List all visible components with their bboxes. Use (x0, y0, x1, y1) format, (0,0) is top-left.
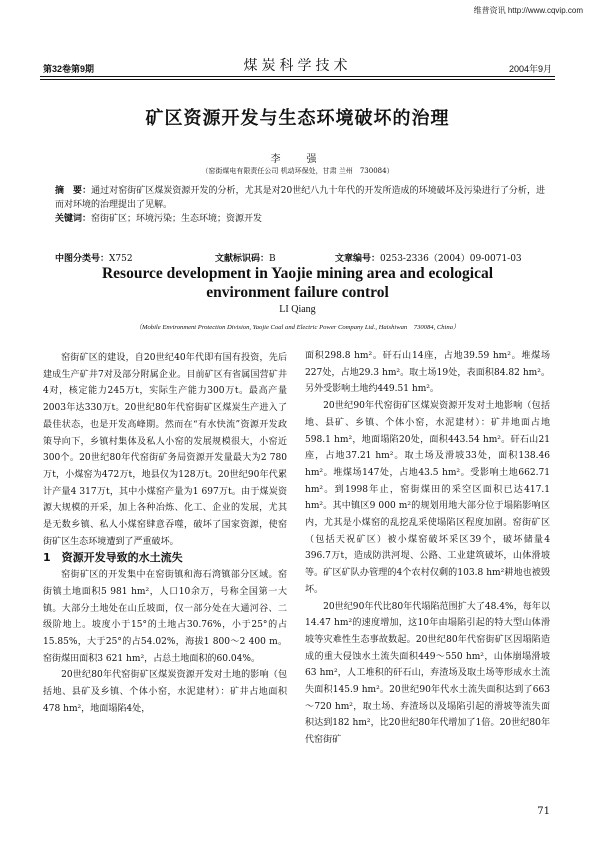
journal-name: 煤炭科学技术 (243, 58, 352, 74)
paragraph: 20世纪90年代比80年代塌陷范围扩大了48.4%，每年以14.47 hm²的速度增加，这10年由塌陷引起的特大型山体滑坡等灾难性生态事故数起。20世纪80年代窑街矿区因塌陷造成的重大侵蚀水土流失面积449～550 hm²，山体崩塌滑坡63 hm²，人工堆积的矸石山，弃渣场及取土场等形成水土流失面积145.9 hm²。20世纪90年代水土流失面积达到了663～720 hm²，取土场、弃渣场以及塌陷引起的滑坡等流失面积达到182 hm²，比20世纪80年代增加了1倍。20世纪80年代窑街矿 (305, 601, 550, 746)
author-english: LI Qiang (279, 304, 316, 315)
abstract-text: 通过对窑街矿区煤炭资源开发的分析，尤其是对20世纪八九十年代的开发所造成的环境破坏及污染进行了分析，进而对环境的治理提出了见解。 (55, 186, 545, 210)
header-rule-thin (40, 79, 555, 80)
paragraph: 20世纪80年代窑街矿区煤炭资源开发对土地的影响（包括地、县矿及乡镇、个体小窑，水泥建材）：矿井占地面积478 hm²，地面塌陷4处， (43, 670, 287, 714)
page-number: 71 (537, 806, 550, 817)
keywords-text: 窑街矿区；环境污染；生态环境；资源开发 (91, 214, 263, 224)
keywords-label: 关键词： (55, 214, 92, 224)
keywords (55, 212, 545, 226)
body-column-right (305, 348, 550, 749)
header-rule (40, 76, 555, 77)
body-column-left (43, 350, 287, 717)
section-heading: 1 资源开发导致的水土流失 (43, 551, 183, 565)
abstract (55, 184, 545, 212)
clc-code: X752 (109, 254, 133, 264)
issue-date: 2004年9月 (508, 64, 552, 74)
title-english (0, 264, 595, 302)
title-english-line1: Resource development in Yaojie mining area and ecological (101, 265, 494, 282)
affiliation-chinese: （窑街煤电有限责任公司 机动环保处，甘肃 兰州 730084） (201, 167, 394, 175)
affiliation-english: （Mobile Environment Protection Division, Yaojie Coal and Electric Power Company Ltd., Haishiwan 730084, China） (135, 324, 460, 331)
title-english-line2: environment failure control (206, 284, 389, 301)
abstract-block (55, 184, 545, 226)
abstract-label: 摘 要： (55, 186, 92, 196)
watermark: 维普资讯 http://www.cqvip.com (473, 6, 583, 15)
paragraph: 窑街矿区的开发集中在窑街镇和海石湾镇部分区域。窑街镇土地面积5 981 hm²，人口10余万，号称全国第一大镇。大部分土地处在山丘坡面，仅一部分处在大通河谷、二级阶地上。坡度小于15°的土地占30.76%，小于25°的占15.85%，大于25°的占54.02%，海拔1 800～2 400 m。窑街煤田面积3 621 hm²，占总土地面积的60.04%。 (43, 570, 287, 664)
doc-code: B (269, 254, 276, 264)
author-chinese: 李 强 (270, 154, 325, 165)
paragraph: 面积298.8 hm²。矸石山14座，占地39.59 hm²。堆煤场227处，占地29.3 hm²。取土场19处，表面积84.82 hm²。另外受影响土地约449.51 hm²。 (305, 351, 550, 395)
volume-issue: 第32卷第9期 (43, 64, 95, 74)
clc-label: 中图分类号： (55, 254, 110, 264)
classification-line (55, 251, 545, 264)
article-number-label: 文章编号： (335, 254, 381, 264)
title-chinese: 矿区资源开发与生态环境破坏的治理 (145, 108, 450, 129)
paragraph: 窑街矿区的建设，自20世纪40年代即有国有投资，先后建成生产矿井7对及部分附属企业。目前矿区有省属国营矿井4对，核定能力245万t，实际生产能力300万t。最高产量2003年达330万t。20世纪80年代窑街矿区煤炭生产进入了最佳状态，也是开发高峰期。然而在“有水快流”资源开发政策导向下，乡镇村集体及私人小窑的发展规模很大，小窑近300个。20世纪80年代窑街矿务局资源开发量最大为2 780万t，小煤窑为472万t，地县仅为128万t。20世纪90年代累计产量4 317万t，其中小煤窑产量为1 697万t。由于煤炭资源大规模的开采，加上各种冶炼、化工、企业的发展，尤其是无数乡镇、私人小煤窑肆意吞噬，破坏了国家资源，使窑街矿区生态环境遭到了严重破坏。 (43, 353, 287, 547)
doc-code-label: 文献标识码： (215, 254, 270, 264)
article-number: 0253-2336（2004）09-0071-03 (380, 254, 522, 264)
paragraph: 20世纪90年代窑街矿区煤炭资源开发对土地影响（包括地、县矿、乡镇、个体小窑，水泥建材）：矿井地面占地598.1 hm²，地面塌陷20处，面积443.54 hm²。矸石山21座，占地37.21 hm²。取土场及滑坡33处，面积138.46 hm²。堆煤场147处，占地43.5 hm²。受影响土地662.71 hm²。到1998年止，窑街煤田的采空区面积已达417.1 hm²。其中镇区9 000 m²的规划用地大部分位于塌陷影响区内，尤其是小煤窑的乱挖乱采使塌陷区程度加剧。窑街矿区（包括天祝矿区）被小煤窑破坏采区39个，破坏储量4 396.7万t，造成防洪河堤、公路、工业建筑破坏，山体滑坡等。矿区矿队办管理的4个农村仅剩的103.8 hm²耕地也被毁坏。 (305, 401, 550, 595)
